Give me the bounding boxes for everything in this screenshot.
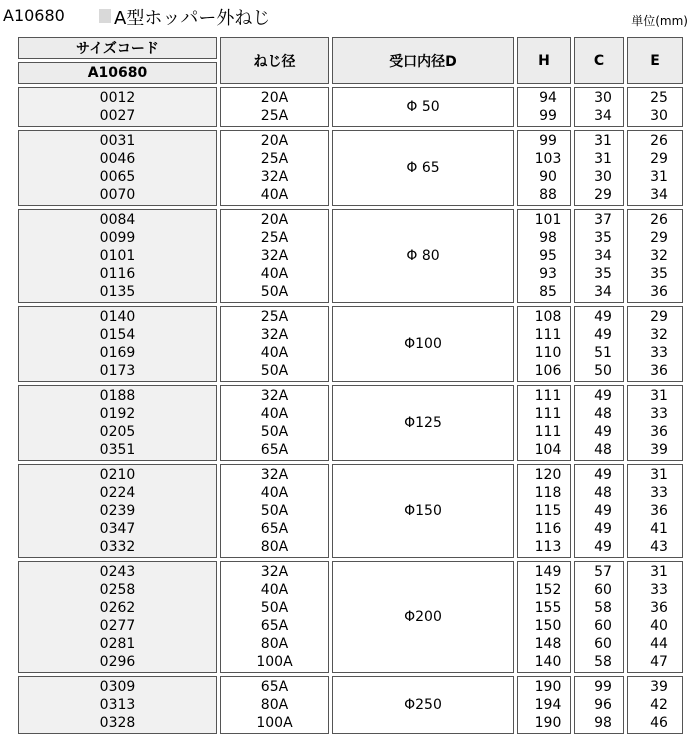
size-code-cell <box>18 130 217 206</box>
thread-cell-value: 80A <box>260 697 289 713</box>
c-cell-value: 49 <box>594 503 612 519</box>
c-cell-value: 37 <box>594 212 612 228</box>
size-code-cell-value: 0135 <box>99 284 136 300</box>
thread-cell-value: 100A <box>256 654 293 670</box>
h-cell-value: 98 <box>539 230 557 246</box>
h-cell-value: 101 <box>534 212 562 228</box>
h-cell-value: 140 <box>534 654 562 670</box>
c-cell-value: 49 <box>594 424 612 440</box>
h-cell-value: 110 <box>534 345 562 361</box>
thread-cell-value: 32A <box>260 467 289 483</box>
size-code-cell-value: 0313 <box>99 697 136 713</box>
size-code-cell-value: 0027 <box>99 108 136 124</box>
size-code-cell-value: 0243 <box>99 564 136 580</box>
thread-cell-value: 32A <box>260 564 289 580</box>
c-cell-value: 30 <box>594 169 612 185</box>
h-cell-value: 95 <box>539 248 557 264</box>
e-cell <box>627 464 683 558</box>
product-code: A10680 <box>3 6 65 25</box>
h-cell-value: 85 <box>539 284 557 300</box>
table-row <box>18 209 683 303</box>
h-cell-value: 113 <box>534 539 562 555</box>
size-code-cell <box>18 464 217 558</box>
size-code-cell-value: 0173 <box>99 363 136 379</box>
c-cell-value: 34 <box>594 248 612 264</box>
h-cell-value: 103 <box>534 151 562 167</box>
size-code-cell <box>18 87 217 127</box>
thread-cell-value: 25A <box>260 309 289 325</box>
size-code-cell-value: 0296 <box>99 654 136 670</box>
title-separator-box <box>99 9 111 23</box>
size-code-cell-value: 0154 <box>99 327 136 343</box>
size-code-cell-value: 0099 <box>99 230 136 246</box>
e-cell-value: 29 <box>650 230 668 246</box>
header-size-code-value: A10680 <box>18 62 217 84</box>
e-cell-value: 39 <box>650 679 668 695</box>
h-cell <box>517 130 571 206</box>
unit-label: 単位(mm) <box>631 14 688 28</box>
h-cell-value: 88 <box>539 187 557 203</box>
c-cell-value: 29 <box>594 187 612 203</box>
c-cell <box>574 676 624 734</box>
h-cell-value: 94 <box>539 90 557 106</box>
c-cell-value: 96 <box>594 697 612 713</box>
thread-cell-value: 25A <box>260 108 289 124</box>
h-cell-value: 190 <box>534 715 562 731</box>
h-cell-value: 111 <box>534 406 562 422</box>
e-cell-value: 26 <box>650 133 668 149</box>
e-cell-value: 31 <box>650 564 668 580</box>
thread-cell-value: 32A <box>260 327 289 343</box>
c-cell-value: 60 <box>594 618 612 634</box>
table-row <box>18 87 683 127</box>
c-cell <box>574 561 624 673</box>
inner-diameter-cell: Φ 50 <box>332 87 514 127</box>
size-code-cell-value: 0012 <box>99 90 136 106</box>
thread-cell-value: 65A <box>260 521 289 537</box>
e-cell-value: 34 <box>650 187 668 203</box>
c-cell <box>574 385 624 461</box>
e-cell <box>627 209 683 303</box>
h-cell-value: 111 <box>534 327 562 343</box>
h-cell-value: 155 <box>534 600 562 616</box>
inner-diameter-cell: Φ125 <box>332 385 514 461</box>
size-code-cell-value: 0140 <box>99 309 136 325</box>
thread-cell <box>220 306 329 382</box>
c-cell-value: 57 <box>594 564 612 580</box>
size-code-cell <box>18 561 217 673</box>
c-cell-value: 50 <box>594 363 612 379</box>
c-cell <box>574 87 624 127</box>
thread-cell <box>220 130 329 206</box>
thread-cell-value: 40A <box>260 406 289 422</box>
title-row <box>0 0 700 34</box>
header-inner-diameter: 受口内径D <box>332 37 514 84</box>
c-cell-value: 48 <box>594 406 612 422</box>
inner-diameter-cell: Φ100 <box>332 306 514 382</box>
h-cell-value: 152 <box>534 582 562 598</box>
c-cell-value: 49 <box>594 327 612 343</box>
e-cell-value: 25 <box>650 90 668 106</box>
size-code-cell-value: 0084 <box>99 212 136 228</box>
h-cell-value: 99 <box>539 108 557 124</box>
thread-cell-value: 80A <box>260 636 289 652</box>
size-code-cell-value: 0210 <box>99 467 136 483</box>
e-cell-value: 33 <box>650 406 668 422</box>
h-cell <box>517 209 571 303</box>
thread-cell-value: 65A <box>260 618 289 634</box>
thread-cell-value: 80A <box>260 539 289 555</box>
c-cell-value: 34 <box>594 284 612 300</box>
h-cell-value: 111 <box>534 388 562 404</box>
thread-cell-value: 25A <box>260 151 289 167</box>
c-cell-value: 35 <box>594 230 612 246</box>
thread-cell <box>220 464 329 558</box>
table-row <box>18 385 683 461</box>
c-cell-value: 48 <box>594 442 612 458</box>
h-cell <box>517 306 571 382</box>
size-code-cell-value: 0224 <box>99 485 136 501</box>
c-cell-value: 60 <box>594 636 612 652</box>
size-code-cell-value: 0239 <box>99 503 136 519</box>
c-cell-value: 31 <box>594 133 612 149</box>
e-cell-value: 31 <box>650 467 668 483</box>
h-cell-value: 90 <box>539 169 557 185</box>
thread-cell <box>220 561 329 673</box>
thread-cell-value: 65A <box>260 679 289 695</box>
h-cell <box>517 385 571 461</box>
thread-cell-value: 65A <box>260 442 289 458</box>
c-cell <box>574 464 624 558</box>
h-cell-value: 99 <box>539 133 557 149</box>
inner-diameter-cell: Φ250 <box>332 676 514 734</box>
size-code-cell-value: 0309 <box>99 679 136 695</box>
c-cell-value: 35 <box>594 266 612 282</box>
size-code-cell-value: 0347 <box>99 521 136 537</box>
h-cell-value: 120 <box>534 467 562 483</box>
c-cell-value: 99 <box>594 679 612 695</box>
h-cell-value: 116 <box>534 521 562 537</box>
size-code-cell-value: 0258 <box>99 582 136 598</box>
e-cell-value: 35 <box>650 266 668 282</box>
e-cell-value: 36 <box>650 600 668 616</box>
e-cell-value: 32 <box>650 248 668 264</box>
size-code-cell-value: 0070 <box>99 187 136 203</box>
c-cell <box>574 209 624 303</box>
e-cell-value: 33 <box>650 485 668 501</box>
e-cell-value: 32 <box>650 327 668 343</box>
thread-cell-value: 100A <box>256 715 293 731</box>
h-cell-value: 190 <box>534 679 562 695</box>
e-cell-value: 31 <box>650 388 668 404</box>
h-cell-value: 108 <box>534 309 562 325</box>
header-h: H <box>517 37 571 84</box>
table-row <box>18 561 683 673</box>
inner-diameter-cell: Φ200 <box>332 561 514 673</box>
e-cell-value: 30 <box>650 108 668 124</box>
size-code-cell-value: 0065 <box>99 169 136 185</box>
e-cell-value: 26 <box>650 212 668 228</box>
c-cell-value: 49 <box>594 388 612 404</box>
c-cell-value: 30 <box>594 90 612 106</box>
size-code-cell <box>18 676 217 734</box>
e-cell-value: 36 <box>650 284 668 300</box>
e-cell-value: 29 <box>650 309 668 325</box>
c-cell-value: 31 <box>594 151 612 167</box>
thread-cell-value: 50A <box>260 284 289 300</box>
thread-cell-value: 20A <box>260 90 289 106</box>
h-cell-value: 194 <box>534 697 562 713</box>
size-code-cell-value: 0262 <box>99 600 136 616</box>
e-cell-value: 40 <box>650 618 668 634</box>
h-cell <box>517 464 571 558</box>
size-code-cell-value: 0031 <box>99 133 136 149</box>
e-cell-value: 42 <box>650 697 668 713</box>
size-code-cell <box>18 209 217 303</box>
table-row <box>18 306 683 382</box>
table-header <box>18 37 683 84</box>
c-cell-value: 49 <box>594 539 612 555</box>
size-code-cell-value: 0281 <box>99 636 136 652</box>
c-cell-value: 34 <box>594 108 612 124</box>
size-code-cell-value: 0328 <box>99 715 136 731</box>
size-code-cell-value: 0277 <box>99 618 136 634</box>
header-thread: ねじ径 <box>220 37 329 84</box>
e-cell-value: 43 <box>650 539 668 555</box>
e-cell-value: 33 <box>650 582 668 598</box>
thread-cell <box>220 87 329 127</box>
thread-cell <box>220 676 329 734</box>
h-cell-value: 148 <box>534 636 562 652</box>
h-cell-value: 115 <box>534 503 562 519</box>
thread-cell-value: 50A <box>260 424 289 440</box>
h-cell <box>517 561 571 673</box>
c-cell-value: 49 <box>594 521 612 537</box>
size-code-cell-value: 0116 <box>99 266 136 282</box>
thread-cell-value: 32A <box>260 169 289 185</box>
e-cell <box>627 561 683 673</box>
thread-cell-value: 50A <box>260 600 289 616</box>
c-cell-value: 49 <box>594 309 612 325</box>
c-cell-value: 51 <box>594 345 612 361</box>
size-code-cell <box>18 306 217 382</box>
e-cell-value: 46 <box>650 715 668 731</box>
spec-table <box>15 34 686 737</box>
thread-cell <box>220 385 329 461</box>
thread-cell-value: 50A <box>260 503 289 519</box>
c-cell-value: 49 <box>594 467 612 483</box>
page-title: A型ホッパー外ねじ <box>114 8 271 29</box>
h-cell <box>517 676 571 734</box>
inner-diameter-cell: Φ 80 <box>332 209 514 303</box>
table-row <box>18 130 683 206</box>
c-cell-value: 98 <box>594 715 612 731</box>
e-cell-value: 41 <box>650 521 668 537</box>
thread-cell-value: 32A <box>260 248 289 264</box>
c-cell <box>574 130 624 206</box>
thread-cell-value: 40A <box>260 187 289 203</box>
thread-cell-value: 32A <box>260 388 289 404</box>
size-code-cell-value: 0192 <box>99 406 136 422</box>
c-cell <box>574 306 624 382</box>
e-cell-value: 44 <box>650 636 668 652</box>
c-cell-value: 58 <box>594 654 612 670</box>
thread-cell-value: 20A <box>260 133 289 149</box>
h-cell <box>517 87 571 127</box>
table-row <box>18 676 683 734</box>
thread-cell-value: 50A <box>260 363 289 379</box>
e-cell-value: 36 <box>650 363 668 379</box>
h-cell-value: 104 <box>534 442 562 458</box>
e-cell-value: 39 <box>650 442 668 458</box>
h-cell-value: 149 <box>534 564 562 580</box>
size-code-cell-value: 0101 <box>99 248 136 264</box>
header-e: E <box>627 37 683 84</box>
e-cell <box>627 676 683 734</box>
c-cell-value: 58 <box>594 600 612 616</box>
thread-cell-value: 40A <box>260 345 289 361</box>
e-cell <box>627 385 683 461</box>
h-cell-value: 118 <box>534 485 562 501</box>
e-cell-value: 33 <box>650 345 668 361</box>
e-cell-value: 31 <box>650 169 668 185</box>
thread-cell-value: 40A <box>260 582 289 598</box>
size-code-cell-value: 0046 <box>99 151 136 167</box>
size-code-cell-value: 0169 <box>99 345 136 361</box>
c-cell-value: 60 <box>594 582 612 598</box>
table-row <box>18 464 683 558</box>
e-cell <box>627 87 683 127</box>
h-cell-value: 106 <box>534 363 562 379</box>
header-size-code: サイズコード <box>18 37 217 59</box>
size-code-cell-value: 0351 <box>99 442 136 458</box>
header-c: C <box>574 37 624 84</box>
size-code-cell-value: 0332 <box>99 539 136 555</box>
e-cell <box>627 306 683 382</box>
thread-cell-value: 25A <box>260 230 289 246</box>
size-code-cell-value: 0188 <box>99 388 136 404</box>
inner-diameter-cell: Φ 65 <box>332 130 514 206</box>
thread-cell-value: 40A <box>260 485 289 501</box>
e-cell-value: 29 <box>650 151 668 167</box>
h-cell-value: 111 <box>534 424 562 440</box>
inner-diameter-cell: Φ150 <box>332 464 514 558</box>
size-code-cell-value: 0205 <box>99 424 136 440</box>
thread-cell-value: 20A <box>260 212 289 228</box>
e-cell-value: 36 <box>650 424 668 440</box>
e-cell <box>627 130 683 206</box>
size-code-cell <box>18 385 217 461</box>
thread-cell-value: 40A <box>260 266 289 282</box>
h-cell-value: 93 <box>539 266 557 282</box>
h-cell-value: 150 <box>534 618 562 634</box>
e-cell-value: 36 <box>650 503 668 519</box>
c-cell-value: 48 <box>594 485 612 501</box>
table-body <box>18 87 683 734</box>
thread-cell <box>220 209 329 303</box>
e-cell-value: 47 <box>650 654 668 670</box>
